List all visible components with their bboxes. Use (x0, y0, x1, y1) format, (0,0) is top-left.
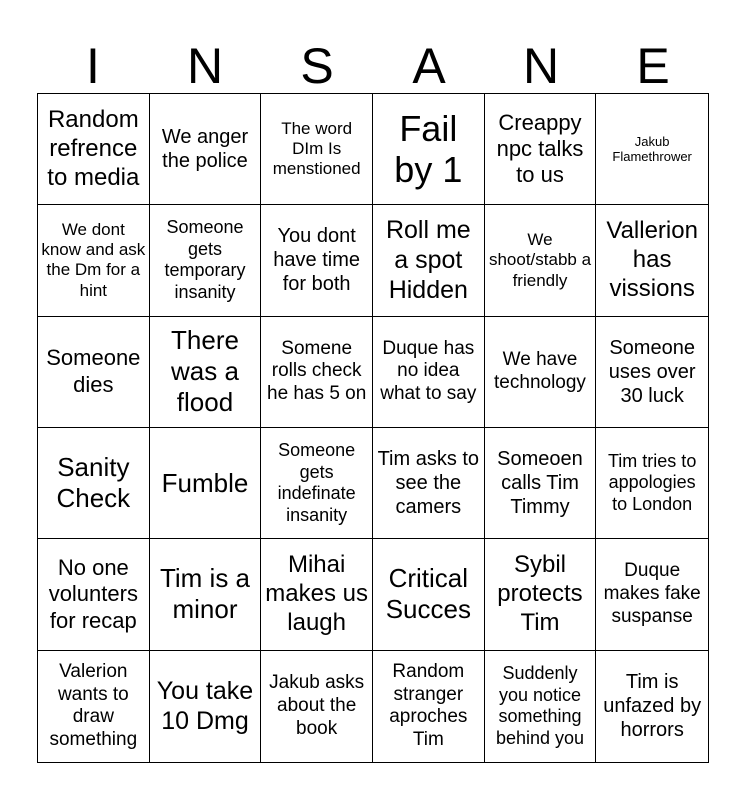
cell-text: Duque makes fake suspanse (603, 560, 701, 627)
cell-text: Fumble (161, 467, 249, 498)
bingo-grid (37, 93, 709, 763)
cell-text: Someoen calls Tim Timmy (497, 448, 583, 519)
bingo-cell[interactable] (261, 651, 373, 762)
bingo-cell[interactable] (38, 94, 150, 205)
bingo-title (37, 38, 709, 94)
bingo-cell[interactable] (150, 539, 262, 650)
cell-text: You take 10 Dmg (156, 677, 254, 736)
cell-text: Valerion wants to draw something (49, 660, 138, 751)
cell-text: Sybil protects Tim (497, 551, 583, 636)
title-letter: N (522, 38, 560, 94)
bingo-cell[interactable] (485, 651, 597, 762)
title-letter: I (86, 38, 100, 94)
bingo-cell[interactable] (261, 428, 373, 539)
bingo-cell[interactable] (373, 94, 485, 205)
cell-text: No one volunters for recap (48, 554, 138, 633)
bingo-cell[interactable] (373, 205, 485, 316)
cell-text: Jakub asks about the book (269, 672, 365, 739)
title-letter: N (186, 38, 224, 94)
cell-text: Sanity Check (56, 451, 131, 514)
cell-text: Vallerion has vissions (606, 217, 698, 302)
bingo-cell[interactable] (261, 539, 373, 650)
cell-text: Someone dies (46, 345, 141, 397)
cell-text: Duque has no idea what to say (380, 337, 477, 405)
title-letter: E (636, 38, 670, 94)
bingo-cell[interactable] (150, 94, 262, 205)
cell-text: Creappy npc talks to us (496, 109, 584, 188)
bingo-cell[interactable] (485, 205, 597, 316)
cell-text: Fail by 1 (394, 107, 463, 191)
cell-text: Mihai makes us laugh (265, 551, 368, 636)
cell-text: Jakub Flamethrower (612, 133, 692, 165)
bingo-cell[interactable] (596, 317, 708, 428)
bingo-cell[interactable] (596, 651, 708, 762)
bingo-cell[interactable] (373, 651, 485, 762)
cell-text: Critical Succes (385, 563, 471, 625)
cell-text: Someone gets temporary insanity (164, 217, 246, 303)
cell-text: Someone uses over 30 luck (608, 336, 696, 407)
cell-text: Tim is a minor (159, 563, 251, 625)
cell-text: The word DIm Is menstioned (272, 118, 361, 179)
bingo-cell[interactable] (596, 94, 708, 205)
cell-text: We have technology (494, 349, 586, 393)
bingo-cell[interactable] (261, 317, 373, 428)
cell-text: Somene rolls check he has 5 on (267, 337, 367, 405)
cell-text: Someone gets indefinate insanity (277, 439, 356, 525)
bingo-cell[interactable] (596, 539, 708, 650)
cell-text: Tim tries to appologies to London (607, 450, 697, 514)
bingo-cell[interactable] (38, 317, 150, 428)
bingo-cell[interactable] (38, 205, 150, 316)
cell-text: Random stranger aproches Tim (389, 660, 468, 751)
bingo-cell[interactable] (485, 428, 597, 539)
cell-text: You dont have time for both (273, 225, 361, 296)
cell-text: There was a flood (171, 325, 239, 418)
bingo-cell[interactable] (38, 539, 150, 650)
bingo-cell[interactable] (373, 428, 485, 539)
bingo-cell[interactable] (596, 428, 708, 539)
cell-text: We shoot/stabb a friendly (488, 229, 592, 290)
bingo-cell[interactable] (261, 94, 373, 205)
bingo-cell[interactable] (150, 317, 262, 428)
bingo-cell[interactable] (485, 539, 597, 650)
bingo-cell[interactable] (596, 205, 708, 316)
bingo-cell[interactable] (373, 539, 485, 650)
bingo-cell[interactable] (373, 317, 485, 428)
cell-text: Roll me a spot Hidden (385, 216, 471, 305)
cell-text: Suddenly you notice something behind you (495, 663, 585, 748)
bingo-cell[interactable] (38, 428, 150, 539)
cell-text: We anger the police (161, 126, 249, 173)
title-letter: S (300, 38, 334, 94)
bingo-cell[interactable] (150, 428, 262, 539)
bingo-cell[interactable] (150, 651, 262, 762)
cell-text: Random refrence to media (47, 105, 140, 191)
bingo-cell[interactable] (485, 317, 597, 428)
bingo-cell[interactable] (485, 94, 597, 205)
cell-text: Tim is unfazed by horrors (603, 671, 702, 742)
bingo-cell[interactable] (150, 205, 262, 316)
cell-text: Tim asks to see the camers (377, 448, 480, 519)
cell-text: We dont know and ask the Dm for a hint (41, 219, 146, 300)
bingo-cell[interactable] (261, 205, 373, 316)
bingo-cell[interactable] (38, 651, 150, 762)
title-letter: A (412, 38, 446, 94)
